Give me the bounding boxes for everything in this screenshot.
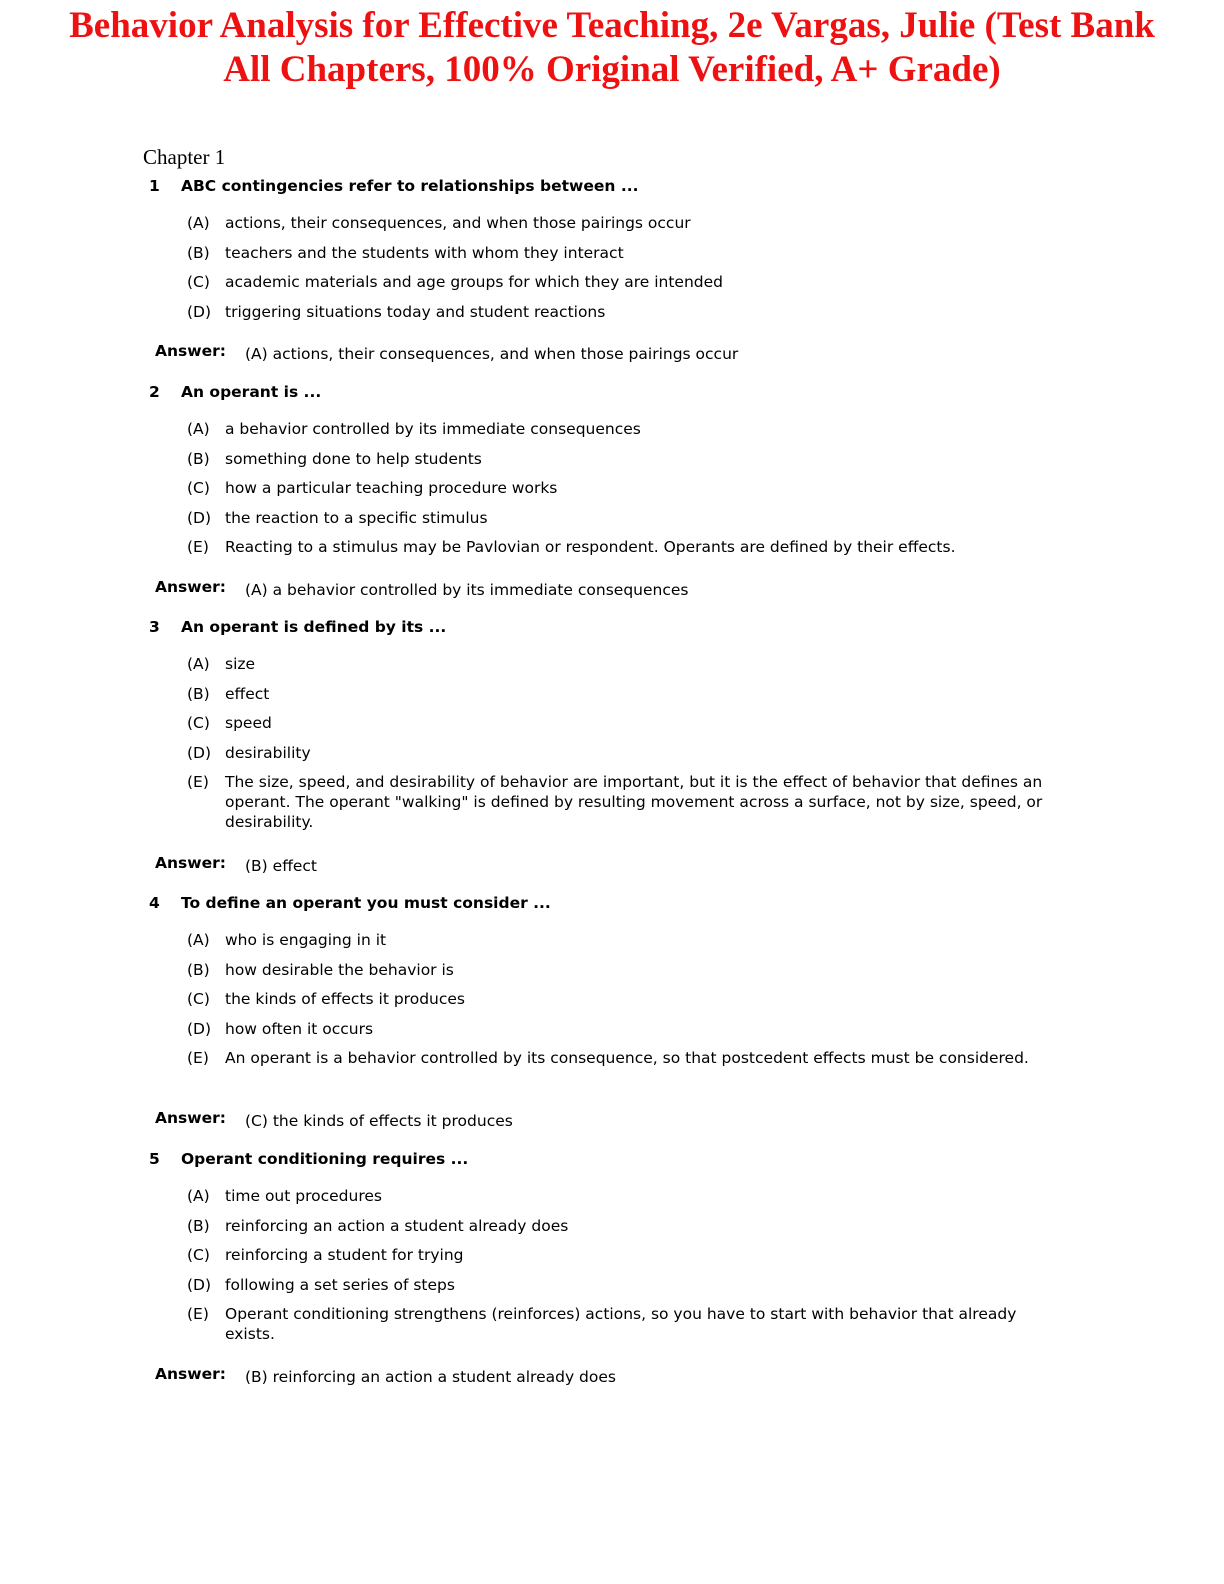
option-text: reinforcing an action a student already does xyxy=(225,1216,569,1235)
answer-text: (B) reinforcing an action a student already does xyxy=(245,1368,616,1386)
question-number: 1 xyxy=(149,177,160,195)
question-number: 2 xyxy=(149,383,160,401)
option-text: An operant is a behavior controlled by its consequence, so that postcedent effects must be considered. xyxy=(225,1049,1029,1067)
title-line-1: Behavior Analysis for Effective Teaching, 2e Vargas, Julie (Test Bank xyxy=(69,5,1155,46)
option-item xyxy=(0,1304,1224,1344)
option-text: the kinds of effects it produces xyxy=(225,990,465,1008)
option-letter: (E) xyxy=(187,538,209,556)
question-text: An operant is ... xyxy=(181,383,322,401)
option-text: how desirable the behavior is xyxy=(225,960,454,979)
option-item xyxy=(0,243,1224,263)
option-text: how often it occurs xyxy=(225,1019,374,1038)
answer-text: (A) a behavior controlled by its immediate consequences xyxy=(245,581,689,599)
option-letter: (D) xyxy=(187,302,212,321)
question-number: 5 xyxy=(149,1150,160,1168)
option-letter: (D) xyxy=(187,1019,212,1038)
option-text: who is engaging in it xyxy=(225,931,387,949)
option-item xyxy=(0,1019,1224,1039)
answer-label: Answer: xyxy=(155,578,226,596)
option-letter: (D) xyxy=(187,1275,212,1294)
option-text: Operant conditioning strengthens (reinforces) actions, so you have to start with behavior that already exists. xyxy=(225,1305,1017,1343)
option-letter: (C) xyxy=(187,714,210,732)
option-letter: (D) xyxy=(187,508,212,527)
question-1 xyxy=(0,177,1224,331)
option-text: teachers and the students with whom they interact xyxy=(225,243,624,262)
option-letter: (E) xyxy=(187,773,209,791)
question-5 xyxy=(0,1150,1224,1354)
answer-2 xyxy=(0,578,1224,600)
answer-1 xyxy=(0,342,1224,364)
option-text: a behavior controlled by its immediate consequences xyxy=(225,420,641,438)
option-text: time out procedures xyxy=(225,1187,382,1205)
option-letter: (E) xyxy=(187,1049,209,1067)
option-item xyxy=(0,213,1224,233)
option-text: how a particular teaching procedure works xyxy=(225,479,558,497)
option-item xyxy=(0,1216,1224,1236)
option-text: size xyxy=(225,655,256,673)
answer-5 xyxy=(0,1365,1224,1387)
option-item xyxy=(0,478,1224,498)
option-text: triggering situations today and student reactions xyxy=(225,302,606,321)
question-3 xyxy=(0,618,1224,842)
question-text: An operant is defined by its ... xyxy=(181,618,447,636)
option-letter: (B) xyxy=(187,1216,210,1235)
option-text: speed xyxy=(225,714,272,732)
option-item xyxy=(0,508,1224,528)
option-item xyxy=(0,1275,1224,1295)
option-item xyxy=(0,419,1224,439)
option-letter: (A) xyxy=(187,655,210,673)
option-item xyxy=(0,272,1224,292)
option-item xyxy=(0,449,1224,469)
option-letter: (A) xyxy=(187,420,210,438)
option-item xyxy=(0,1186,1224,1206)
option-item xyxy=(0,1048,1224,1068)
option-text: following a set series of steps xyxy=(225,1275,455,1294)
option-text: effect xyxy=(225,684,270,703)
option-item xyxy=(0,930,1224,950)
option-item xyxy=(0,960,1224,980)
answer-label: Answer: xyxy=(155,342,226,360)
option-letter: (B) xyxy=(187,960,210,979)
option-text: The size, speed, and desirability of behavior are important, but it is the effect of behavior that defines an operant. The operant "walking" is defined by resulting movement across a surface, not by size, speed, or desirability. xyxy=(225,773,1043,831)
option-item xyxy=(0,654,1224,674)
answer-text: (B) effect xyxy=(245,857,318,875)
question-4 xyxy=(0,894,1224,1078)
option-text: Reacting to a stimulus may be Pavlovian or respondent. Operants are defined by their effects. xyxy=(225,538,956,556)
answer-3 xyxy=(0,854,1224,876)
option-letter: (B) xyxy=(187,243,210,262)
option-item xyxy=(0,537,1224,557)
question-text: ABC contingencies refer to relationships between ... xyxy=(181,177,639,195)
option-item xyxy=(0,1245,1224,1265)
option-item xyxy=(0,302,1224,322)
option-item xyxy=(0,989,1224,1009)
option-letter: (B) xyxy=(187,684,210,703)
question-text: To define an operant you must consider ... xyxy=(181,894,551,912)
title-line-2: All Chapters, 100% Original Verified, A+ Grade) xyxy=(223,49,1001,90)
answer-label: Answer: xyxy=(155,854,226,872)
answer-text: (A) actions, their consequences, and when those pairings occur xyxy=(245,345,739,363)
question-2 xyxy=(0,383,1224,567)
option-letter: (A) xyxy=(187,214,210,232)
option-item xyxy=(0,772,1224,832)
option-letter: (A) xyxy=(187,1187,210,1205)
option-letter: (A) xyxy=(187,931,210,949)
option-item xyxy=(0,713,1224,733)
option-text: reinforcing a student for trying xyxy=(225,1246,464,1264)
option-letter: (B) xyxy=(187,449,210,468)
option-item xyxy=(0,743,1224,763)
option-letter: (C) xyxy=(187,273,210,291)
option-letter: (D) xyxy=(187,743,212,762)
answer-text: (C) the kinds of effects it produces xyxy=(245,1112,513,1130)
option-item xyxy=(0,684,1224,704)
option-text: academic materials and age groups for which they are intended xyxy=(225,273,723,291)
option-letter: (C) xyxy=(187,990,210,1008)
question-number: 3 xyxy=(149,618,160,636)
option-text: the reaction to a specific stimulus xyxy=(225,508,488,527)
answer-label: Answer: xyxy=(155,1109,226,1127)
option-text: desirability xyxy=(225,743,311,762)
option-letter: (C) xyxy=(187,1246,210,1264)
question-text: Operant conditioning requires ... xyxy=(181,1150,469,1168)
answer-4 xyxy=(0,1109,1224,1131)
chapter-heading: Chapter 1 xyxy=(143,145,226,169)
question-number: 4 xyxy=(149,894,160,912)
option-text: actions, their consequences, and when those pairings occur xyxy=(225,214,691,232)
option-letter: (C) xyxy=(187,479,210,497)
document-title xyxy=(40,4,1184,92)
option-text: something done to help students xyxy=(225,449,482,468)
option-letter: (E) xyxy=(187,1305,209,1323)
answer-label: Answer: xyxy=(155,1365,226,1383)
